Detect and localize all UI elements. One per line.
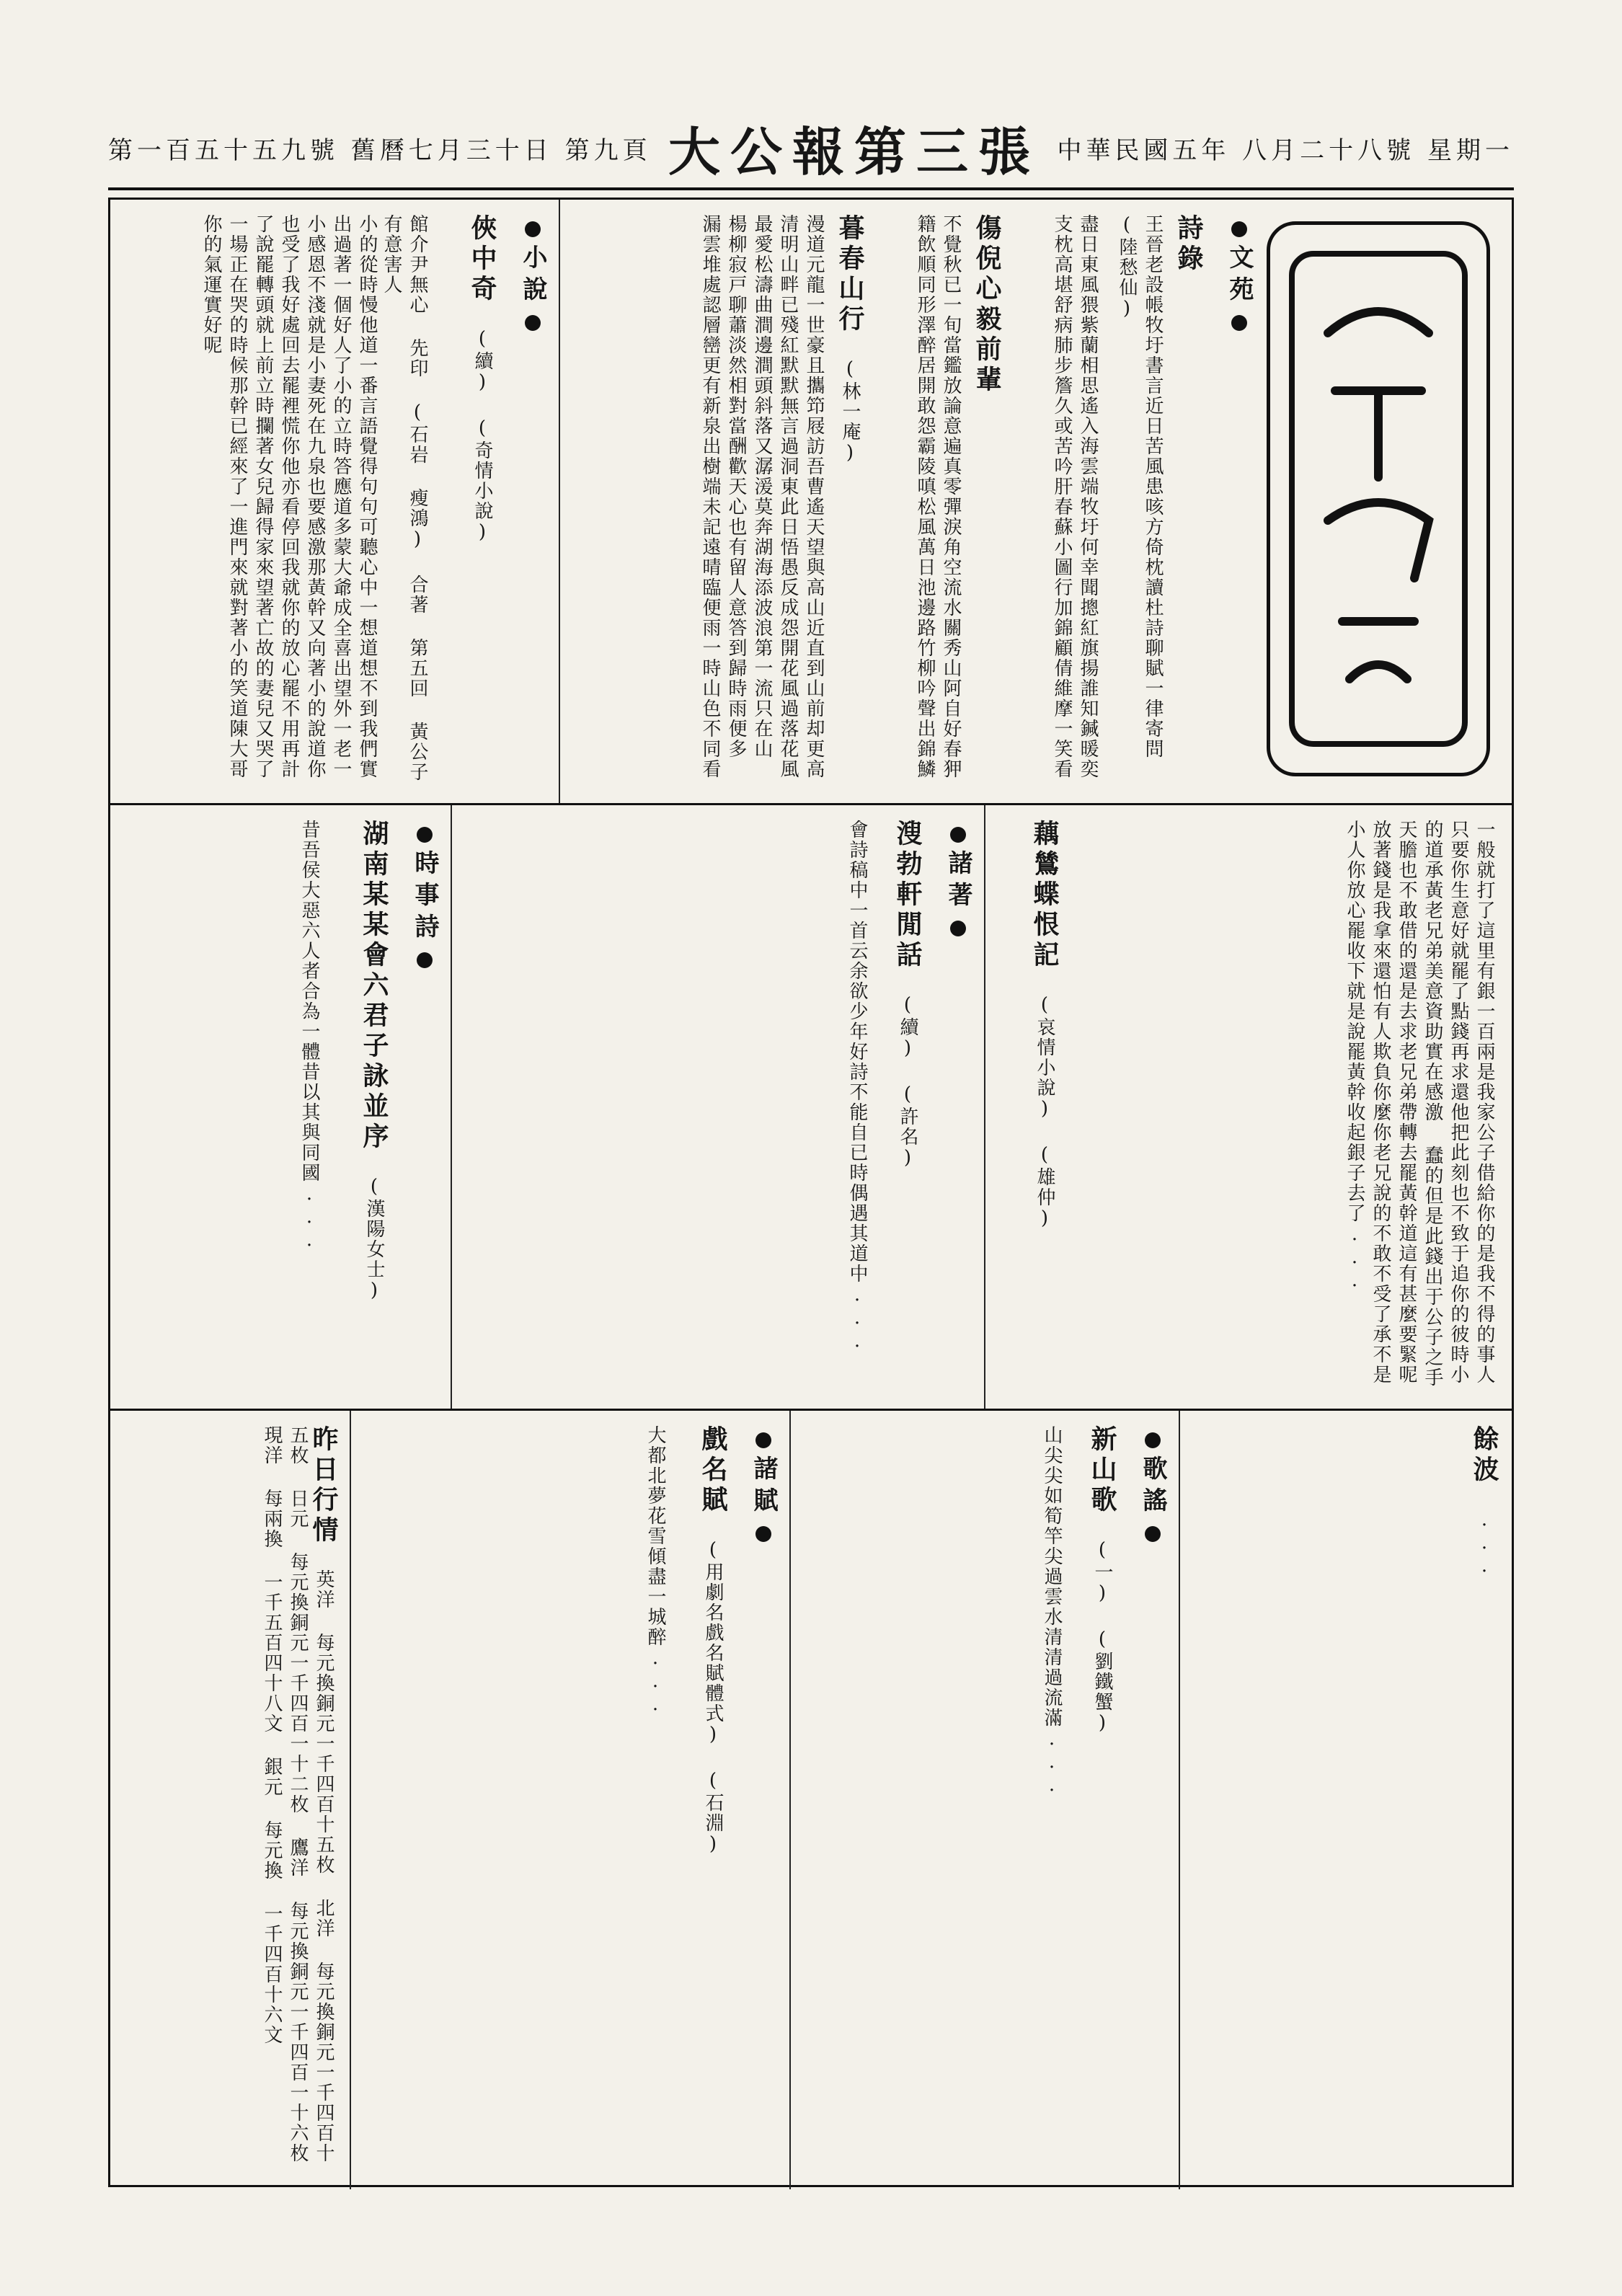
poem3-author: (林一庵) xyxy=(839,358,861,465)
novel-text: 小的從時慢他道一番言語覺得句句可聽心中一想道想不到我們實出過著一個好人了小的立時答應道多蒙大爺成全喜出望外一老一小感恩不淺就是小妻死在九泉也要感激那黃幹又向著小的說道你也受了我好處回去罷裡慌你他亦看停回我就你的放心罷不用再計了說罷轉頭就上前立時攔著女兒歸得家來望著亡故的妻兒又哭了一場正在哭的時候那幹已經來了一進門來就對著小的笑道陳大哥你的氣運實好呢 xyxy=(200,214,378,779)
hangqing-row-2: 日元 每元換銅元一千四百一十二枚 xyxy=(287,1489,309,1814)
zhufu-text-col xyxy=(365,1425,668,2175)
heading-dot-icon xyxy=(755,1432,771,1448)
hangqing-row-5: 銀元 每元換 一千四百十六文 xyxy=(261,1757,283,2045)
zhuzhu-text-col xyxy=(466,820,870,1394)
novel-heading xyxy=(520,214,546,789)
wave-heading: 餘波 xyxy=(1469,1425,1499,1486)
novel-title-col xyxy=(438,214,495,789)
zhuzhu-subtitle: (續) xyxy=(897,994,918,1060)
novel-chapter: 第五回 黃公子有意害人 xyxy=(381,214,428,782)
zhufu-subtitle: (用劇名戲名賦體式) xyxy=(702,1539,724,1747)
zhuzhu-heading xyxy=(945,820,971,1394)
heading-dot-icon xyxy=(755,1526,771,1542)
novel-author: 館介尹無心 先印 (石岩 瘦鴻) 合著 xyxy=(407,214,428,615)
hangqing-heading: 昨日行情 xyxy=(309,1425,339,1546)
band-top xyxy=(110,200,1512,805)
wenyuan-heading-text: 文苑 xyxy=(1225,244,1254,308)
heading-dot-icon xyxy=(950,827,966,843)
poem1-text: 盡日東風猥紫蘭相思遙入海雲端牧圩何幸聞摠紅旗揚誰知鍼暖奕支枕高堪舒病肺步簷久或苦吟肝春蘇小圖行加錦顧倩維摩一笑看 xyxy=(1051,214,1099,779)
gelu-heading-col xyxy=(1122,1425,1166,2175)
zhufu-title-col xyxy=(675,1425,726,2175)
wenyuan-heading-col xyxy=(1209,214,1252,789)
poem2-title: 傷倪心毅前輩 xyxy=(972,214,1002,396)
zhuzhu-heading-col xyxy=(928,820,971,1394)
wenyuan-seal xyxy=(1267,221,1490,776)
zhuzhu-author: (許名) xyxy=(897,1083,918,1170)
zhuzhu-text: 會詩稿中一首云余欲少年好詩不能自已時偶遇其道中... xyxy=(846,820,868,1353)
shishi-author: (漢陽女士) xyxy=(363,1176,385,1303)
gelu-heading-text: 歌謠 xyxy=(1138,1455,1167,1519)
novel-text-col xyxy=(120,214,380,789)
column-rule xyxy=(350,1411,351,2189)
shishi-text-col xyxy=(120,820,322,1394)
zhufu-heading xyxy=(750,1425,776,2175)
poem3-text-col xyxy=(575,214,827,789)
shishi-text: 昔吾侯大惡六人者合為一體昔以其與同國... xyxy=(298,820,320,1252)
gelu-subtitle: (一) xyxy=(1091,1539,1113,1605)
column-rule xyxy=(984,805,985,1409)
poem1-title: 王晉老設帳牧圩書言近日苦風患咳方倚枕讀杜詩聊賦一律寄問 xyxy=(1142,214,1164,759)
poetry-label: 詩錄 xyxy=(1174,214,1204,275)
heading-dot-icon xyxy=(1231,221,1247,237)
poem3-text: 漫道元龍一世豪且攜笻屐訪吾曹遙天望與高山近直到山前却更高 清明山畔已殘紅默默無言過洞東此日悟愚反成怨開花風過落花風 最愛松濤曲澗邊澗頭斜落又潺湲莫奔湖海添波浪第一流只在山 楊柳寂戸聊蕭淡然相對當酬歡天心也有留人意答到歸時雨便多 漏雲堆處認層巒更有新泉出樹端未記遠晴臨便雨一時山色不同看 xyxy=(699,214,825,779)
poem2-text: 不覺秋已一旬當鑑放論意遍真零彈淚角空流水關秀山阿自好春狎籍飲順同形澤醉居開敢怨霸陵嗔松風萬日池邊路竹柳吟聲出錦鱗 xyxy=(914,214,962,779)
poem1-text-col xyxy=(1007,214,1101,789)
novel-title: 俠中奇 xyxy=(467,214,497,305)
novel-subtitle: (續) xyxy=(471,328,493,394)
novel-tag: (奇情小說) xyxy=(471,417,493,544)
newspaper-page xyxy=(108,108,1514,2199)
masthead xyxy=(108,108,1514,190)
shishi-heading xyxy=(412,820,438,1394)
column-rule xyxy=(559,200,560,803)
hudie-author: (雄仲) xyxy=(1034,1144,1055,1231)
gelu-title: 新山歌 xyxy=(1087,1425,1117,1516)
shishi-title: 湖南某某會六君子詠並序 xyxy=(359,820,389,1153)
novel-meta-col xyxy=(381,214,430,789)
wenyuan-heading xyxy=(1226,214,1252,789)
poem1-title-col xyxy=(1108,214,1166,789)
heading-dot-icon xyxy=(525,221,541,237)
gelu-heading xyxy=(1140,1425,1166,2175)
hudie-text-col xyxy=(1065,820,1497,1394)
hangqing-row-3: 鷹洋 每元換銅元一千四百一十六枚 xyxy=(287,1838,309,2163)
masthead-right: 中華民國五年 八月二十八號 星期一 xyxy=(1057,136,1514,165)
poem2-text-col xyxy=(870,214,964,789)
column-rule xyxy=(451,805,452,1409)
shishi-heading-text: 時事詩 xyxy=(410,850,439,945)
shishi-title-col xyxy=(329,820,387,1394)
poem3-title: 暮春山行 xyxy=(835,214,865,335)
zhufu-author: (石淵) xyxy=(702,1770,724,1856)
heading-dot-icon xyxy=(525,315,541,331)
heading-dot-icon xyxy=(417,952,433,968)
wave-col xyxy=(1195,1425,1497,2175)
novel-heading-text: 小說 xyxy=(518,244,547,308)
hudie-text: 一般就打了這里有銀一百兩是我家公子借給你的是我不得的事人只要你生意好就罷了點錢再求還他把此刻也不致于追你的彼時小的道承黃老兄弟美意資助實在感激 蠢的但是此錢出于公子之手天膽也不敢借的還是去求老兄弟帶轉去罷黃幹道這有甚麼要緊呢放著錢是我拿來還怕有人欺負你麼你老兄說的不敢不受了承不是小人你放心罷收下就是說罷黃幹收起銀子去了... xyxy=(1344,820,1495,1388)
zhufu-heading-col xyxy=(733,1425,776,2175)
gelu-text-col xyxy=(805,1425,1065,2175)
zhufu-subheading: 戲名賦 xyxy=(698,1425,728,1516)
band-bottom xyxy=(110,1411,1512,2189)
hangqing-row-4: 現洋 每兩換 一千五百四十八文 xyxy=(261,1425,283,1734)
novel-heading-col xyxy=(502,214,546,789)
poem2-title-col xyxy=(971,214,1000,789)
hudie-tag: (哀情小說) xyxy=(1034,994,1055,1121)
zhuzhu-title-col xyxy=(877,820,921,1394)
hudie-title: 藕鷥蝶恨記 xyxy=(1029,820,1060,971)
zhufu-text: 大都北夢花雪傾盡一城醉... xyxy=(644,1425,666,1716)
heading-dot-icon xyxy=(417,827,433,843)
hudie-title-col xyxy=(1000,820,1058,1394)
gelu-text: 山尖尖如筍竿尖過雲水清清過流滿... xyxy=(1041,1425,1063,1797)
column-rule xyxy=(789,1411,791,2189)
hangqing-row-1: 北洋 每元換銅元一千四百十五枚 xyxy=(287,1425,334,2163)
gelu-title-col xyxy=(1072,1425,1115,2175)
zhufu-heading-text: 諸賦 xyxy=(749,1455,778,1519)
zhuzhu-title: 溲勃軒閒話 xyxy=(892,820,923,971)
poem3-title-col xyxy=(834,214,863,789)
hangqing-col xyxy=(120,1425,337,2175)
heading-dot-icon xyxy=(1145,1432,1161,1448)
heading-dot-icon xyxy=(1145,1526,1161,1542)
page-frame xyxy=(108,198,1514,2187)
masthead-title: 大公報第三張 xyxy=(668,121,1040,182)
heading-dot-icon xyxy=(950,921,966,936)
gelu-author: (劉鐵蟹) xyxy=(1091,1628,1113,1735)
poem1-author: (陸愁仙) xyxy=(1116,214,1138,321)
column-rule xyxy=(1179,1411,1180,2189)
shishi-heading-col xyxy=(394,820,438,1394)
band-middle xyxy=(110,805,1512,1411)
hangqing-row-0: 英洋 每元換銅元一千四百十五枚 xyxy=(313,1569,334,1875)
wave-text: ... xyxy=(1473,1509,1495,1578)
poetry-label-col xyxy=(1173,214,1202,789)
zhuzhu-heading-text: 諸著 xyxy=(944,850,972,913)
masthead-left: 第一百五十五九號 舊曆七月三十日 第九頁 xyxy=(108,136,652,165)
wenyuan-seal-icon xyxy=(1285,247,1472,751)
heading-dot-icon xyxy=(1231,315,1247,331)
